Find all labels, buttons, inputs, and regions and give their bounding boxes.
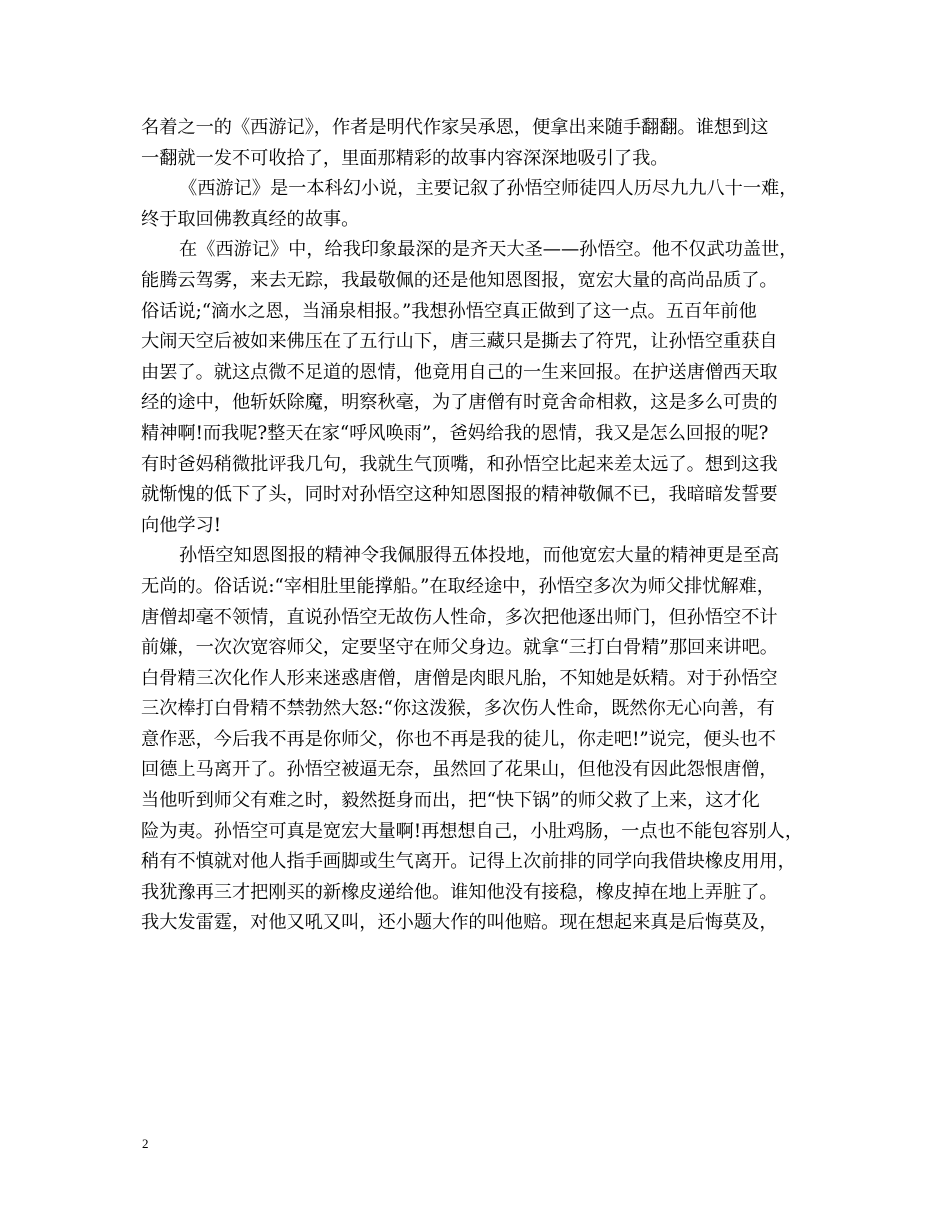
text-line: 前嫌，一次次宽容师父，定要坚守在师父身边。就拿“三打白骨精”那回来讲吧。 [141, 637, 778, 659]
paragraph-start-line: 《西游记》是一本科幻小说，主要记叙了孙悟空师徒四人历尽九九八十一难， [179, 178, 798, 200]
text-line: 白骨精三次化作人形来迷惑唐僧，唐僧是肉眼凡胎，不知她是妖精。对于孙悟空 [141, 667, 778, 689]
text-line: 终于取回佛教真经的故事。 [141, 208, 360, 230]
text-line: 向他学习! [141, 514, 222, 536]
paragraph-start-line: 孙悟空知恩图报的精神令我佩服得五体投地，而他宽宏大量的精神更是至高 [179, 545, 780, 567]
text-line: 意作恶，今后我不再是你师父，你也不再是我的徒儿，你走吧!”说完，便头也不 [141, 728, 776, 750]
text-line: 我犹豫再三才把刚买的新橡皮递给他。谁知他没有接稳，橡皮掉在地上弄脏了。 [141, 881, 778, 903]
text-line: 由罢了。就这点微不足道的恩情，他竟用自己的一生来回报。在护送唐僧西天取 [141, 361, 778, 383]
body-text [141, 113, 821, 939]
text-line: 一翻就一发不可收拾了，里面那精彩的故事内容深深地吸引了我。 [141, 147, 669, 169]
text-line: 当他听到师父有难之时，毅然挺身而出，把“快下锅”的师父救了上来，这才化 [141, 790, 760, 812]
text-line: 就惭愧的低下了头，同时对孙悟空这种知恩图报的精神敬佩不已，我暗暗发誓要 [141, 484, 778, 506]
text-line: 能腾云驾雾，来去无踪，我最敬佩的还是他知恩图报，宽宏大量的高尚品质了。 [141, 269, 778, 291]
text-line: 名着之一的《西游记》，作者是明代作家吴承恩，便拿出来随手翻翻。谁想到这 [141, 117, 769, 138]
text-line: 精神啊!而我呢?整天在家“呼风唤雨”，爸妈给我的恩情，我又是怎么回报的呢? [141, 422, 769, 444]
text-line: 唐僧却毫不领情，直说孙悟空无故伤人性命，多次把他逐出师门，但孙悟空不计 [141, 606, 778, 628]
text-line: 有时爸妈稍微批评我几句，我就生气顶嘴，和孙悟空比起来差太远了。想到这我 [141, 453, 778, 475]
paragraph-start-line: 在《西游记》中，给我印象最深的是齐天大圣——孙悟空。他不仅武功盖世， [179, 239, 798, 261]
text-line: 我大发雷霆，对他又吼又叫，还小题大作的叫他赔。现在想起来真是后悔莫及， [141, 912, 778, 934]
text-line: 俗话说;“滴水之恩，当涌泉相报。”我想孙悟空真正做到了这一点。五百年前他 [141, 300, 757, 322]
text-line: 三次棒打白骨精不禁勃然大怒:“你这泼猴，多次伤人性命，既然你无心向善，有 [141, 698, 775, 720]
page-number: 2 [142, 1136, 149, 1151]
text-line: 经的途中，他斩妖除魔，明察秋毫，为了唐僧有时竟舍命相救，这是多么可贵的 [141, 392, 778, 414]
text-line: 回德上马离开了。孙悟空被逼无奈，虽然回了花果山，但他没有因此怨恨唐僧， [141, 759, 778, 781]
text-line: 险为夷。孙悟空可真是宽宏大量啊!再想想自己，小肚鸡肠，一点也不能包容别人， [141, 820, 804, 842]
text-line: 无尚的。俗话说:“宰相肚里能撑船。”在取经途中，孙悟空多次为师父排忧解难， [141, 575, 775, 597]
text-line: 稍有不慎就对他人指手画脚或生气离开。记得上次前排的同学向我借块橡皮用用， [141, 851, 796, 873]
text-line: 大闹天空后被如来佛压在了五行山下，唐三藏只是撕去了符咒，让孙悟空重获自 [141, 331, 778, 353]
